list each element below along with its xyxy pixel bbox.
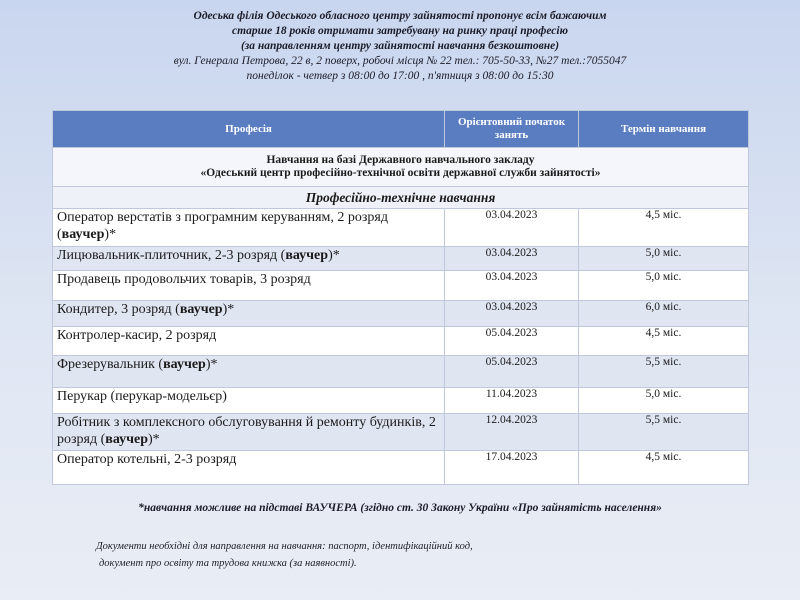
start-date-cell: 05.04.2023 (445, 356, 579, 388)
voucher-mark: )* (205, 357, 218, 372)
start-date-cell: 03.04.2023 (445, 247, 579, 271)
profession-cell (53, 356, 445, 388)
documents-line-1: Документи необхідні для направлення на навчання: паспорт, ідентифікаційний код, (96, 541, 473, 552)
profession-name: Фрезерувальник ( (57, 357, 164, 372)
start-date-cell: 03.04.2023 (445, 301, 579, 327)
start-date-cell: 17.04.2023 (445, 451, 579, 485)
profession-cell (53, 247, 445, 271)
institution-row (53, 148, 749, 187)
start-date-cell: 12.04.2023 (445, 414, 579, 451)
table-row (53, 209, 749, 247)
profession-name: Кондитер, 3 розряд ( (57, 302, 180, 317)
table-row (53, 356, 749, 388)
profession-cell (53, 414, 445, 451)
documents-note (96, 538, 736, 572)
column-header-start: Орієнтовний початок занять (445, 111, 579, 148)
profession-cell (53, 451, 445, 485)
profession-name: Робітник з комплексного обслуговування й ремонту будинків, 2 розряд ( (57, 415, 436, 447)
voucher-label: ваучер (179, 302, 223, 317)
table-row (53, 414, 749, 451)
duration-cell: 5,0 міс. (579, 271, 749, 301)
header-line-2: старше 18 років отримати затребувану на ринку праці професію (232, 25, 568, 37)
voucher-mark: )* (222, 302, 235, 317)
voucher-footnote: *навчання можливе на підставі ВАУЧЕРА (згідно ст. 30 Закону України «Про зайнятість населення» (138, 502, 662, 514)
profession-cell (53, 209, 445, 247)
section-row (53, 187, 749, 209)
institution-cell (53, 148, 749, 187)
header (0, 9, 800, 84)
duration-cell: 5,5 міс. (579, 356, 749, 388)
profession-cell (53, 271, 445, 301)
column-header-duration: Термін навчання (579, 111, 749, 148)
table-row (53, 301, 749, 327)
profession-name: Лицювальник-плиточник, 2-3 розряд ( (57, 248, 286, 263)
voucher-mark: )* (104, 227, 117, 242)
voucher-label: ваучер (61, 227, 105, 242)
voucher-label: ваучер (285, 248, 329, 263)
section-title: Професійно-технічне навчання (53, 187, 749, 209)
table-row (53, 327, 749, 356)
duration-cell: 4,5 міс. (579, 451, 749, 485)
duration-cell: 5,5 міс. (579, 414, 749, 451)
profession-cell (53, 388, 445, 414)
header-address: вул. Генерала Петрова, 22 в, 2 поверх, робочі місця № 22 тел.: 705-50-33, №27 тел.:7055047 (173, 55, 627, 67)
documents-line-2: документ про освіту та трудова книжка (за наявності). (99, 558, 357, 569)
profession-cell (53, 327, 445, 356)
table-row (53, 388, 749, 414)
column-header-profession: Професія (53, 111, 445, 148)
start-date-cell: 11.04.2023 (445, 388, 579, 414)
profession-name: Оператор котельні, 2-3 розряд (57, 452, 237, 467)
voucher-label: ваучер (105, 432, 149, 447)
table-row (53, 247, 749, 271)
profession-name: Оператор верстатів з програмним керуванням, 2 розряд ( (57, 210, 388, 242)
institution-line-1: Навчання на базі Державного навчального закладу (266, 154, 535, 166)
institution-line-2: «Одеський центр професійно-технічної освіти державної служби зайнятості» (200, 167, 601, 179)
header-hours: понеділок - четвер з 08:00 до 17:00 , п'ятниця з 08:00 до 15:30 (246, 70, 554, 82)
voucher-mark: )* (148, 432, 160, 447)
duration-cell: 5,0 міс. (579, 388, 749, 414)
voucher-label: ваучер (163, 357, 206, 372)
header-line-3: (за направленням центру зайнятості навчання безкоштовне) (240, 40, 560, 52)
duration-cell: 4,5 міс. (579, 327, 749, 356)
profession-name: Контролер-касир, 2 розряд (57, 328, 217, 343)
profession-name: Перукар (перукар-модельєр) (57, 389, 227, 404)
profession-cell (53, 301, 445, 327)
table-row (53, 451, 749, 485)
duration-cell: 4,5 міс. (579, 209, 749, 247)
start-date-cell: 05.04.2023 (445, 327, 579, 356)
duration-cell: 6,0 міс. (579, 301, 749, 327)
profession-name: Продавець продовольчих товарів, 3 розряд (57, 272, 311, 287)
duration-cell: 5,0 міс. (579, 247, 749, 271)
voucher-mark: )* (328, 248, 340, 263)
courses-table (52, 110, 749, 485)
start-date-cell: 03.04.2023 (445, 271, 579, 301)
header-line-1: Одеська філія Одеського обласного центру зайнятості пропонує всім бажаючим (193, 10, 607, 22)
start-date-cell: 03.04.2023 (445, 209, 579, 247)
table-row (53, 271, 749, 301)
